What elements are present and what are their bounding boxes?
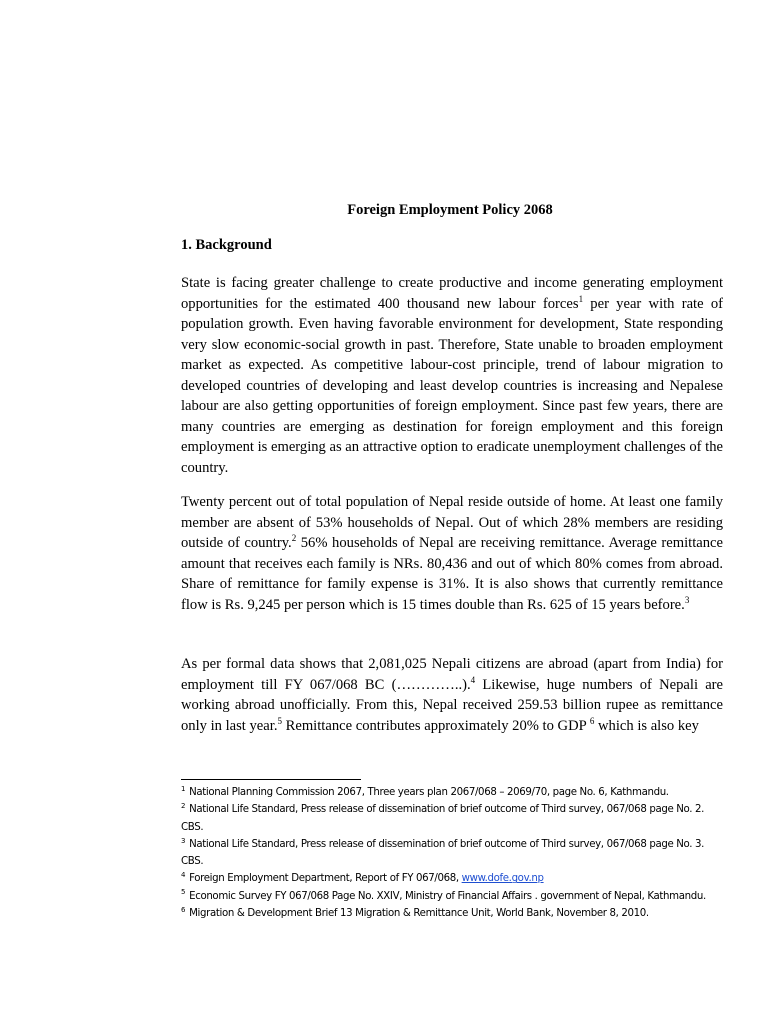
footnote-3 xyxy=(181,836,726,871)
footnote-1 xyxy=(181,784,726,801)
footnote-ref-5: 5 xyxy=(277,715,282,726)
footnote-text: Foreign Employment Department, Report of FY 067/068, xyxy=(189,873,462,885)
footnote-5 xyxy=(181,888,726,905)
footnote-text: Migration & Development Brief 13 Migration & Remittance Unit, World Bank, November 8, 2010. xyxy=(189,908,649,920)
footnotes xyxy=(181,784,726,922)
paragraph-3-text: Remittance contributes approximately 20% to GDP xyxy=(281,717,590,734)
footnote-text: Economic Survey FY 067/068 Page No. XXIV, Ministry of Financial Affairs . government of Nepal, Kathmandu. xyxy=(189,890,706,902)
paragraph-2-text: Twenty percent out of total population of Nepal reside outside of home. At least one family member are absent of 53% households of Nepal. Out of which 28% members are residing outside of country. xyxy=(181,494,723,551)
footnote-ref-1: 1 xyxy=(578,293,584,304)
footnote-ref-6: 6 xyxy=(589,715,595,726)
paragraph-2 xyxy=(181,492,723,615)
footnote-number: 4 xyxy=(181,871,186,880)
footnote-ref-2: 2 xyxy=(291,533,297,544)
footnote-2 xyxy=(181,801,726,836)
document-title: Foreign Employment Policy 2068 xyxy=(347,202,553,218)
footnote-number: 3 xyxy=(181,836,186,845)
paragraph-3-text: which is also key xyxy=(594,717,699,734)
paragraph-1-text: State is facing greater challenge to create productive and income generating employment opportunities for the estimated 400 thousand new labour forces xyxy=(181,275,723,312)
footnote-ref-4: 4 xyxy=(470,674,476,685)
paragraph-2-text: 56% households of Nepal are receiving remittance. Average remittance amount that receives each family is NRs. 80,436 and out of which 80% comes from abroad. Share of remittance for family expense is 31%. It is also shows that currently remittance flow is Rs. 9,245 per person which is 15 times double than Rs. 625 of 15 years before. xyxy=(181,535,724,613)
paragraph-3-text: As per formal data shows that 2,081,025 Nepali citizens are abroad (apart from India) for employment till FY 067/068 BC (…………..). xyxy=(181,656,723,693)
footnote-separator xyxy=(181,779,361,780)
footnote-number: 1 xyxy=(181,784,186,793)
paragraph-1-text: per year with rate of population growth. Even having favorable environment for development, State responding very slow economic-social growth in past. Therefore, State unable to broaden employment market as expected. As competitive labour-cost principle, trend of labour migration to developed countries of developing and least develop countries is increasing and Nepalese labour are also getting opportunities of foreign employment. Since past few years, there are many countries are emerging as destination for foreign employment and this foreign employment is emerging as an attractive option to eradicate unemployment challenges of the country. xyxy=(181,295,723,476)
footnote-text: National Planning Commission 2067, Three years plan 2067/068 – 2069/70, page No. 6, Kathmandu. xyxy=(189,787,669,798)
paragraph-1 xyxy=(181,273,723,478)
paragraph-3 xyxy=(181,654,723,736)
footnote-number: 6 xyxy=(181,905,186,914)
footnote-ref-3: 3 xyxy=(684,594,690,605)
footnote-text: National Life Standard, Press release of dissemination of brief outcome of Third survey, 067/068 page No. 3. CBS. xyxy=(181,838,705,868)
footnote-4 xyxy=(181,870,726,887)
footnote-text: National Life Standard, Press release of dissemination of brief outcome of Third survey, 067/068 page No. 2. CBS. xyxy=(181,804,705,833)
dofe-website-link[interactable]: www.dofe.gov.np xyxy=(461,873,544,885)
footnote-number: 5 xyxy=(181,888,186,897)
section-heading: 1. Background xyxy=(181,237,272,253)
paragraph-3-text: Likewise, huge numbers of Nepali are working abroad unofficially. From this, Nepal received 259.53 billion rupee as remittance only in last year. xyxy=(181,676,724,734)
footnote-number: 2 xyxy=(181,801,186,810)
footnote-6 xyxy=(181,905,726,922)
